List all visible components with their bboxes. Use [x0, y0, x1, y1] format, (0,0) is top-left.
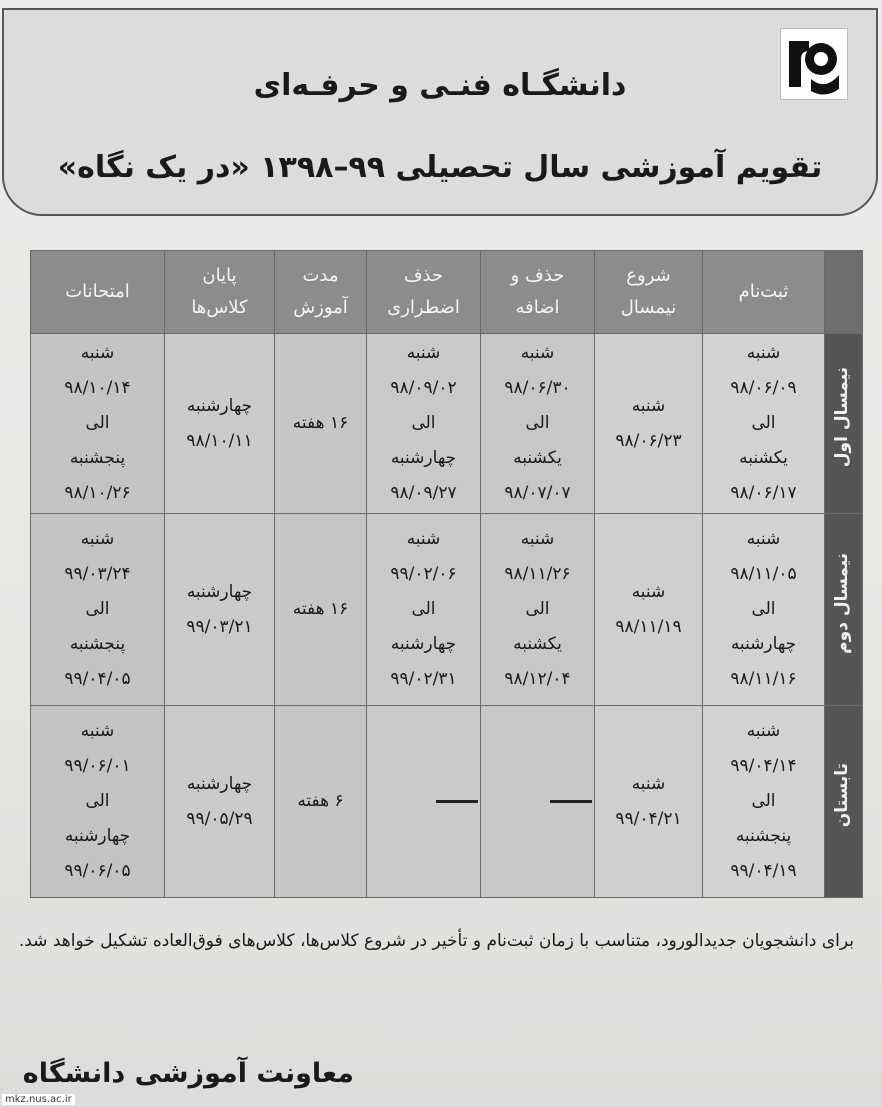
- column-header-classes-end: پایان کلاس‌ها: [165, 251, 275, 334]
- cell-registration: شنبه ۹۸/۱۱/۰۵ الی چهارشنبه ۹۸/۱۱/۱۶: [703, 514, 825, 706]
- cell-exams: شنبه ۹۸/۱۰/۱۴ الی پنجشنبه ۹۸/۱۰/۲۶: [31, 334, 165, 514]
- source-watermark: mkz.nus.ac.ir: [2, 1094, 75, 1105]
- table-header-row: [31, 251, 863, 334]
- cell-emergency-drop: شنبه ۹۸/۰۹/۰۲ الی چهارشنبه ۹۸/۰۹/۲۷: [367, 334, 481, 514]
- cell-registration: شنبه ۹۸/۰۶/۰۹ الی یکشنبه ۹۸/۰۶/۱۷: [703, 334, 825, 514]
- table-row-second-semester: [31, 514, 863, 706]
- cell-semester-start: شنبه ۹۸/۱۱/۱۹: [595, 514, 703, 706]
- column-header-duration: مدت آموزش: [275, 251, 367, 334]
- cell-duration: ۶ هفته: [275, 706, 367, 898]
- cell-add-drop: شنبه ۹۸/۱۱/۲۶ الی یکشنبه ۹۸/۱۲/۰۴: [481, 514, 595, 706]
- row-label-second-semester: نیمسال دوم: [825, 514, 863, 706]
- table-row-first-semester: [31, 334, 863, 514]
- cell-semester-start: شنبه ۹۹/۰۴/۲۱: [595, 706, 703, 898]
- column-header-add-drop: حذف و اضافه: [481, 251, 595, 334]
- cell-semester-start: شنبه ۹۸/۰۶/۲۳: [595, 334, 703, 514]
- new-students-note: برای دانشجویان جدیدالورود، متناسب با زمان ثبت‌نام و تأخیر در شروع کلاس‌ها، کلاس‌های فوق‌العاده تشکیل خواهد شد.: [18, 931, 854, 951]
- cell-registration: شنبه ۹۹/۰۴/۱۴ الی پنجشنبه ۹۹/۰۴/۱۹: [703, 706, 825, 898]
- cell-exams: شنبه ۹۹/۰۳/۲۴ الی پنجشنبه ۹۹/۰۴/۰۵: [31, 514, 165, 706]
- cell-classes-end: چهارشنبه ۹۹/۰۵/۲۹: [165, 706, 275, 898]
- university-title: دانشگـاه فنـی و حرفـه‌ای: [253, 68, 627, 103]
- cell-add-drop: شنبه ۹۸/۰۶/۳۰ الی یکشنبه ۹۸/۰۷/۰۷: [481, 334, 595, 514]
- table-row-summer: [31, 706, 863, 898]
- cell-duration: ۱۶ هفته: [275, 334, 367, 514]
- cell-classes-end: چهارشنبه ۹۹/۰۳/۲۱: [165, 514, 275, 706]
- row-label-summer: تابستان: [825, 706, 863, 898]
- column-header-exams: امتحانات: [31, 251, 165, 334]
- dash-mark: [436, 800, 478, 803]
- row-label-first-semester: نیمسال اول: [825, 334, 863, 514]
- signature-office: معاونت آموزشی دانشگاه: [22, 1058, 354, 1089]
- cell-exams: شنبه ۹۹/۰۶/۰۱ الی چهارشنبه ۹۹/۰۶/۰۵: [31, 706, 165, 898]
- cell-emergency-drop: شنبه ۹۹/۰۲/۰۶ الی چهارشنبه ۹۹/۰۲/۳۱: [367, 514, 481, 706]
- header-corner: [825, 251, 863, 334]
- cell-classes-end: چهارشنبه ۹۸/۱۰/۱۱: [165, 334, 275, 514]
- cell-emergency-drop-empty: [367, 706, 481, 898]
- cell-duration: ۱۶ هفته: [275, 514, 367, 706]
- dash-mark: [550, 800, 592, 803]
- column-header-emergency-drop: حذف اضطراری: [367, 251, 481, 334]
- academic-calendar-table: [30, 250, 863, 898]
- cell-add-drop-empty: [481, 706, 595, 898]
- column-header-registration: ثبت‌نام: [703, 251, 825, 334]
- calendar-subtitle: تقویم آموزشی سال تحصیلی ۹۹–۱۳۹۸ «در یک نگاه»: [57, 150, 823, 185]
- column-header-semester-start: شروع نیمسال: [595, 251, 703, 334]
- header-banner: [2, 8, 878, 216]
